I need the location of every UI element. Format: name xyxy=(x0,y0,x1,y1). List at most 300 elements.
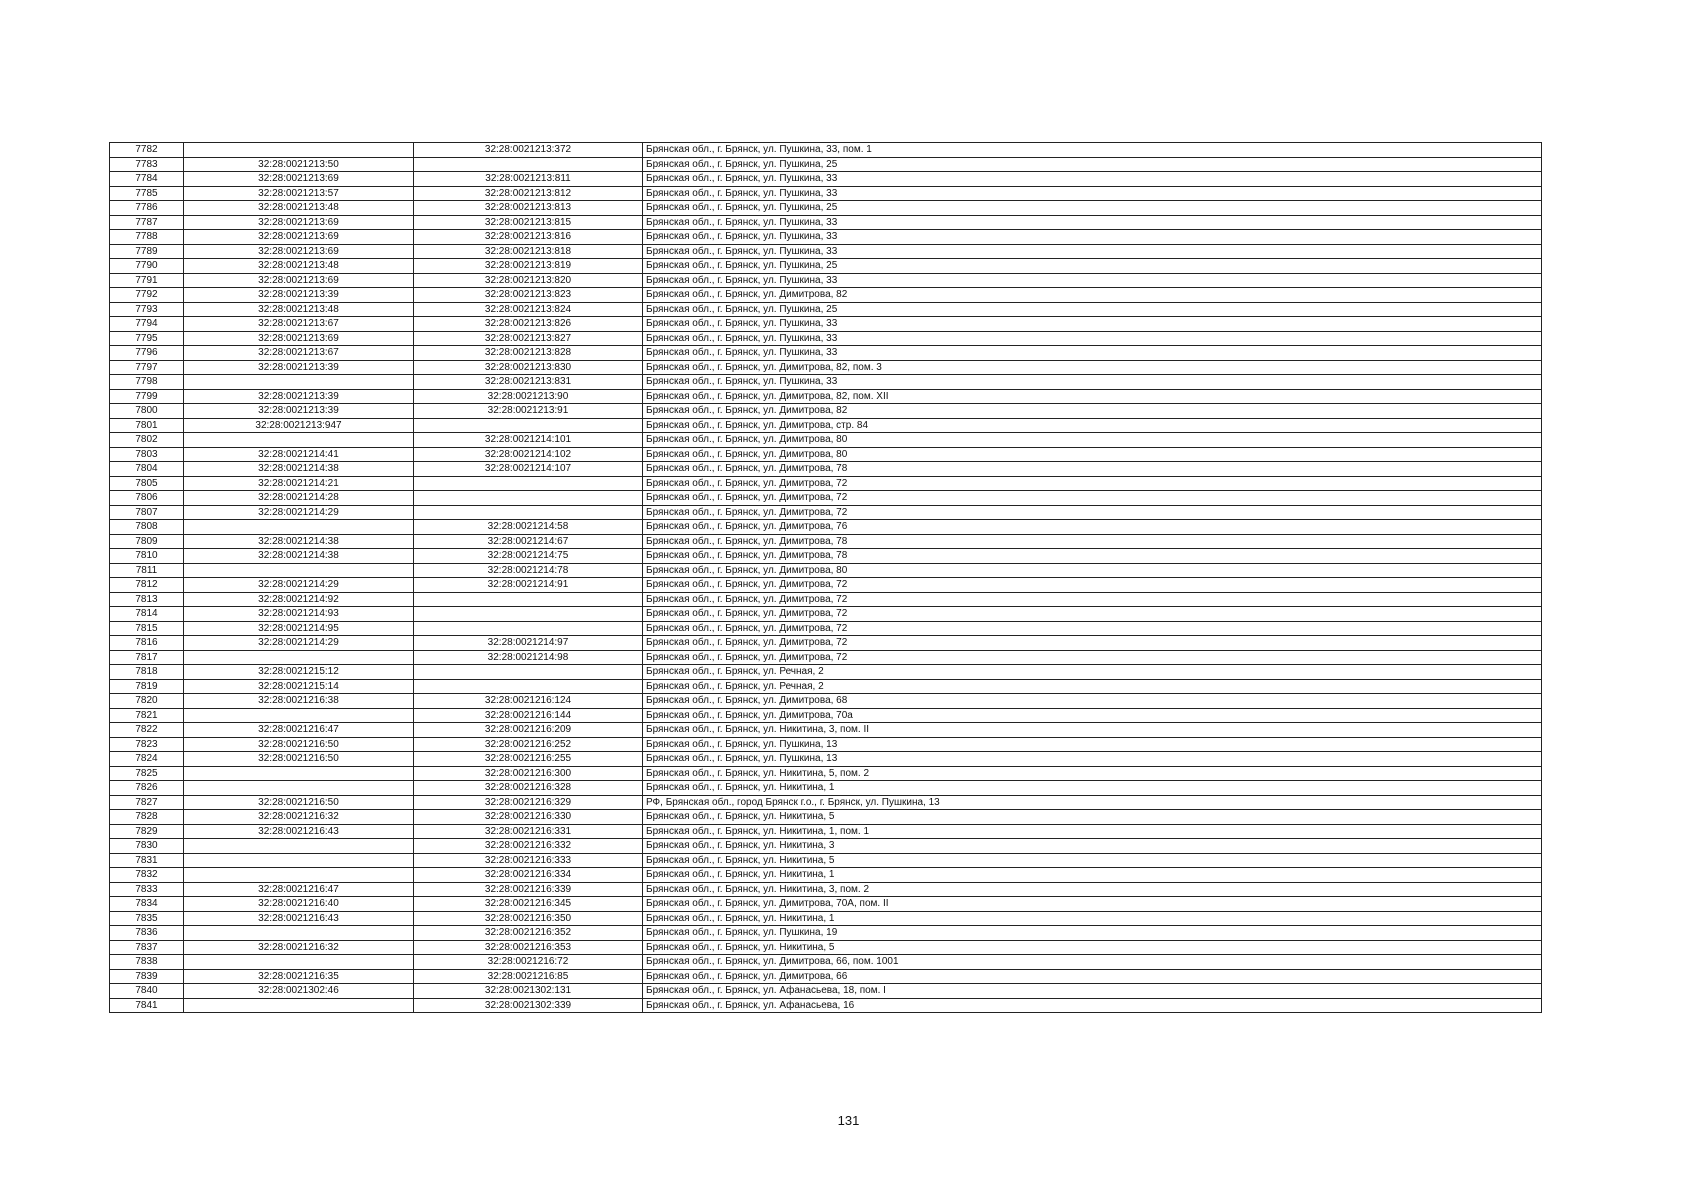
land-plot-number-cell xyxy=(184,781,414,796)
table-row xyxy=(110,868,1542,883)
land-plot-number-cell: 32:28:0021213:67 xyxy=(184,346,414,361)
address-cell: Брянская обл., г. Брянск, ул. Димитрова, 82 xyxy=(643,404,1542,419)
object-number-cell: 32:28:0021213:816 xyxy=(414,230,643,245)
row-number-cell: 7828 xyxy=(110,810,184,825)
land-plot-number-cell: 32:28:0021214:21 xyxy=(184,476,414,491)
table-row xyxy=(110,172,1542,187)
row-number-cell: 7840 xyxy=(110,984,184,999)
row-number-cell: 7825 xyxy=(110,766,184,781)
address-cell: Брянская обл., г. Брянск, ул. Пушкина, 13 xyxy=(643,737,1542,752)
row-number-cell: 7785 xyxy=(110,186,184,201)
object-number-cell: 32:28:0021213:824 xyxy=(414,302,643,317)
land-plot-number-cell: 32:28:0021216:38 xyxy=(184,694,414,709)
row-number-cell: 7834 xyxy=(110,897,184,912)
row-number-cell: 7815 xyxy=(110,621,184,636)
address-cell: Брянская обл., г. Брянск, ул. Никитина, 3, пом. 2 xyxy=(643,882,1542,897)
row-number-cell: 7799 xyxy=(110,389,184,404)
object-number-cell: 32:28:0021213:819 xyxy=(414,259,643,274)
row-number-cell: 7782 xyxy=(110,143,184,158)
object-number-cell: 32:28:0021216:252 xyxy=(414,737,643,752)
row-number-cell: 7809 xyxy=(110,534,184,549)
row-number-cell: 7795 xyxy=(110,331,184,346)
object-number-cell: 32:28:0021213:820 xyxy=(414,273,643,288)
object-number-cell: 32:28:0021213:831 xyxy=(414,375,643,390)
object-number-cell: 32:28:0021216:339 xyxy=(414,882,643,897)
address-cell: Брянская обл., г. Брянск, ул. Никитина, 1, пом. 1 xyxy=(643,824,1542,839)
table-row xyxy=(110,708,1542,723)
table-row xyxy=(110,824,1542,839)
row-number-cell: 7841 xyxy=(110,998,184,1013)
row-number-cell: 7833 xyxy=(110,882,184,897)
land-plot-number-cell: 32:28:0021216:50 xyxy=(184,795,414,810)
table-row xyxy=(110,534,1542,549)
object-number-cell: 32:28:0021216:331 xyxy=(414,824,643,839)
object-number-cell: 32:28:0021213:91 xyxy=(414,404,643,419)
address-cell: Брянская обл., г. Брянск, ул. Димитрова, 72 xyxy=(643,607,1542,622)
address-cell: Брянская обл., г. Брянск, ул. Димитрова, 78 xyxy=(643,462,1542,477)
land-plot-number-cell xyxy=(184,650,414,665)
address-cell: Брянская обл., г. Брянск, ул. Димитрова, 66, пом. 1001 xyxy=(643,955,1542,970)
address-cell: Брянская обл., г. Брянск, ул. Димитрова, 82, пом. 3 xyxy=(643,360,1542,375)
address-cell: Брянская обл., г. Брянск, ул. Димитрова, 68 xyxy=(643,694,1542,709)
land-plot-number-cell: 32:28:0021214:29 xyxy=(184,578,414,593)
address-cell: Брянская обл., г. Брянск, ул. Димитрова, 66 xyxy=(643,969,1542,984)
table-row xyxy=(110,781,1542,796)
address-cell: Брянская обл., г. Брянск, ул. Димитрова, 80 xyxy=(643,433,1542,448)
object-number-cell: 32:28:0021213:813 xyxy=(414,201,643,216)
row-number-cell: 7810 xyxy=(110,549,184,564)
land-plot-number-cell: 32:28:0021213:48 xyxy=(184,302,414,317)
row-number-cell: 7811 xyxy=(110,563,184,578)
row-number-cell: 7818 xyxy=(110,665,184,680)
row-number-cell: 7813 xyxy=(110,592,184,607)
object-number-cell: 32:28:0021216:300 xyxy=(414,766,643,781)
row-number-cell: 7806 xyxy=(110,491,184,506)
row-number-cell: 7832 xyxy=(110,868,184,883)
object-number-cell: 32:28:0021216:255 xyxy=(414,752,643,767)
land-plot-number-cell: 32:28:0021214:38 xyxy=(184,549,414,564)
object-number-cell: 32:28:0021214:75 xyxy=(414,549,643,564)
object-number-cell: 32:28:0021214:91 xyxy=(414,578,643,593)
address-cell: Брянская обл., г. Брянск, ул. Пушкина, 13 xyxy=(643,752,1542,767)
object-number-cell: 32:28:0021216:334 xyxy=(414,868,643,883)
table-row xyxy=(110,737,1542,752)
row-number-cell: 7787 xyxy=(110,215,184,230)
object-number-cell xyxy=(414,665,643,680)
row-number-cell: 7789 xyxy=(110,244,184,259)
object-number-cell: 32:28:0021214:98 xyxy=(414,650,643,665)
row-number-cell: 7805 xyxy=(110,476,184,491)
table-row xyxy=(110,288,1542,303)
row-number-cell: 7801 xyxy=(110,418,184,433)
land-plot-number-cell: 32:28:0021213:69 xyxy=(184,331,414,346)
address-cell: Брянская обл., г. Брянск, ул. Пушкина, 25 xyxy=(643,201,1542,216)
row-number-cell: 7837 xyxy=(110,940,184,955)
land-plot-number-cell: 32:28:0021213:48 xyxy=(184,201,414,216)
land-plot-number-cell: 32:28:0021214:28 xyxy=(184,491,414,506)
land-plot-number-cell: 32:28:0021216:43 xyxy=(184,911,414,926)
row-number-cell: 7793 xyxy=(110,302,184,317)
land-plot-number-cell: 32:28:0021213:39 xyxy=(184,389,414,404)
row-number-cell: 7838 xyxy=(110,955,184,970)
address-cell: Брянская обл., г. Брянск, ул. Димитрова, стр. 84 xyxy=(643,418,1542,433)
table-row xyxy=(110,897,1542,912)
land-plot-number-cell: 32:28:0021216:50 xyxy=(184,737,414,752)
object-number-cell xyxy=(414,505,643,520)
table-row xyxy=(110,607,1542,622)
address-cell: Брянская обл., г. Брянск, ул. Никитина, 5 xyxy=(643,810,1542,825)
object-number-cell xyxy=(414,491,643,506)
land-plot-number-cell: 32:28:0021216:32 xyxy=(184,810,414,825)
object-number-cell: 32:28:0021216:328 xyxy=(414,781,643,796)
address-cell: Брянская обл., г. Брянск, ул. Димитрова, 72 xyxy=(643,476,1542,491)
table-row xyxy=(110,650,1542,665)
object-number-cell: 32:28:0021213:827 xyxy=(414,331,643,346)
land-plot-number-cell: 32:28:0021214:38 xyxy=(184,534,414,549)
row-number-cell: 7804 xyxy=(110,462,184,477)
table-row xyxy=(110,317,1542,332)
table-row xyxy=(110,955,1542,970)
table-row xyxy=(110,433,1542,448)
address-cell: Брянская обл., г. Брянск, ул. Димитрова, 72 xyxy=(643,578,1542,593)
address-cell: Брянская обл., г. Брянск, ул. Пушкина, 33 xyxy=(643,244,1542,259)
land-plot-number-cell: 32:28:0021213:39 xyxy=(184,288,414,303)
address-cell: Брянская обл., г. Брянск, ул. Пушкина, 33 xyxy=(643,375,1542,390)
address-cell: Брянская обл., г. Брянск, ул. Димитрова, 72 xyxy=(643,636,1542,651)
row-number-cell: 7803 xyxy=(110,447,184,462)
table-row xyxy=(110,505,1542,520)
address-cell: Брянская обл., г. Брянск, ул. Пушкина, 33 xyxy=(643,215,1542,230)
land-plot-number-cell: 32:28:0021213:48 xyxy=(184,259,414,274)
row-number-cell: 7817 xyxy=(110,650,184,665)
land-plot-number-cell: 32:28:0021216:40 xyxy=(184,897,414,912)
address-cell: Брянская обл., г. Брянск, ул. Никитина, 1 xyxy=(643,911,1542,926)
table-row xyxy=(110,839,1542,854)
land-plot-number-cell xyxy=(184,853,414,868)
land-plot-number-cell xyxy=(184,708,414,723)
object-number-cell xyxy=(414,592,643,607)
table-row xyxy=(110,882,1542,897)
row-number-cell: 7798 xyxy=(110,375,184,390)
land-plot-number-cell: 32:28:0021213:67 xyxy=(184,317,414,332)
table-row xyxy=(110,389,1542,404)
land-plot-number-cell: 32:28:0021213:57 xyxy=(184,186,414,201)
table-row xyxy=(110,462,1542,477)
land-plot-number-cell xyxy=(184,563,414,578)
object-number-cell: 32:28:0021213:372 xyxy=(414,143,643,158)
land-plot-number-cell: 32:28:0021216:47 xyxy=(184,723,414,738)
row-number-cell: 7824 xyxy=(110,752,184,767)
land-plot-number-cell: 32:28:0021215:14 xyxy=(184,679,414,694)
address-cell: Брянская обл., г. Брянск, ул. Димитрова, 70а xyxy=(643,708,1542,723)
object-number-cell: 32:28:0021216:144 xyxy=(414,708,643,723)
table-row xyxy=(110,911,1542,926)
land-plot-number-cell: 32:28:0021213:69 xyxy=(184,244,414,259)
address-cell: Брянская обл., г. Брянск, ул. Пушкина, 33 xyxy=(643,331,1542,346)
address-cell: Брянская обл., г. Брянск, ул. Димитрова, 72 xyxy=(643,650,1542,665)
table-row xyxy=(110,940,1542,955)
row-number-cell: 7829 xyxy=(110,824,184,839)
address-cell: Брянская обл., г. Брянск, ул. Димитрова, 70А, пом. II xyxy=(643,897,1542,912)
object-number-cell xyxy=(414,607,643,622)
table-row xyxy=(110,331,1542,346)
address-cell: Брянская обл., г. Брянск, ул. Димитрова, 72 xyxy=(643,621,1542,636)
table-row xyxy=(110,375,1542,390)
object-number-cell: 32:28:0021216:72 xyxy=(414,955,643,970)
land-plot-number-cell: 32:28:0021213:39 xyxy=(184,404,414,419)
row-number-cell: 7791 xyxy=(110,273,184,288)
table-row xyxy=(110,766,1542,781)
address-cell: Брянская обл., г. Брянск, ул. Димитрова, 72 xyxy=(643,592,1542,607)
land-plot-number-cell xyxy=(184,839,414,854)
address-cell: Брянская обл., г. Брянск, ул. Пушкина, 33 xyxy=(643,172,1542,187)
address-cell: Брянская обл., г. Брянск, ул. Димитрова, 78 xyxy=(643,549,1542,564)
address-cell: Брянская обл., г. Брянск, ул. Никитина, 5, пом. 2 xyxy=(643,766,1542,781)
table-row xyxy=(110,491,1542,506)
address-cell: Брянская обл., г. Брянск, ул. Пушкина, 33 xyxy=(643,346,1542,361)
table-row xyxy=(110,984,1542,999)
row-number-cell: 7823 xyxy=(110,737,184,752)
address-cell: Брянская обл., г. Брянск, ул. Речная, 2 xyxy=(643,679,1542,694)
table-row xyxy=(110,853,1542,868)
address-cell: Брянская обл., г. Брянск, ул. Димитрова, 80 xyxy=(643,563,1542,578)
table-row xyxy=(110,215,1542,230)
object-number-cell: 32:28:0021214:102 xyxy=(414,447,643,462)
row-number-cell: 7790 xyxy=(110,259,184,274)
table-row xyxy=(110,926,1542,941)
row-number-cell: 7808 xyxy=(110,520,184,535)
land-plot-number-cell: 32:28:0021214:41 xyxy=(184,447,414,462)
row-number-cell: 7830 xyxy=(110,839,184,854)
object-number-cell: 32:28:0021213:826 xyxy=(414,317,643,332)
row-number-cell: 7784 xyxy=(110,172,184,187)
table-row xyxy=(110,810,1542,825)
object-number-cell: 32:28:0021216:85 xyxy=(414,969,643,984)
row-number-cell: 7794 xyxy=(110,317,184,332)
table-row xyxy=(110,969,1542,984)
row-number-cell: 7807 xyxy=(110,505,184,520)
land-plot-number-cell xyxy=(184,143,414,158)
table-row xyxy=(110,346,1542,361)
object-number-cell: 32:28:0021216:333 xyxy=(414,853,643,868)
table-row xyxy=(110,404,1542,419)
land-plot-number-cell: 32:28:0021216:43 xyxy=(184,824,414,839)
object-number-cell xyxy=(414,679,643,694)
object-number-cell: 32:28:0021214:107 xyxy=(414,462,643,477)
table-row xyxy=(110,157,1542,172)
table-row xyxy=(110,578,1542,593)
address-cell: Брянская обл., г. Брянск, ул. Димитрова, 72 xyxy=(643,505,1542,520)
object-number-cell: 32:28:0021216:329 xyxy=(414,795,643,810)
table-row xyxy=(110,360,1542,375)
address-cell: Брянская обл., г. Брянск, ул. Никитина, 1 xyxy=(643,781,1542,796)
table-body xyxy=(110,143,1542,1013)
land-plot-number-cell xyxy=(184,375,414,390)
object-number-cell xyxy=(414,621,643,636)
row-number-cell: 7797 xyxy=(110,360,184,375)
row-number-cell: 7820 xyxy=(110,694,184,709)
row-number-cell: 7802 xyxy=(110,433,184,448)
address-cell: Брянская обл., г. Брянск, ул. Димитрова, 82 xyxy=(643,288,1542,303)
address-cell: Брянская обл., г. Брянск, ул. Пушкина, 33 xyxy=(643,230,1542,245)
land-plot-number-cell: 32:28:0021214:29 xyxy=(184,636,414,651)
land-plot-number-cell: 32:28:0021213:50 xyxy=(184,157,414,172)
land-plot-number-cell: 32:28:0021213:69 xyxy=(184,215,414,230)
object-number-cell: 32:28:0021216:352 xyxy=(414,926,643,941)
address-cell: Брянская обл., г. Брянск, ул. Пушкина, 33 xyxy=(643,273,1542,288)
address-cell: Брянская обл., г. Брянск, ул. Пушкина, 19 xyxy=(643,926,1542,941)
land-plot-number-cell: 32:28:0021302:46 xyxy=(184,984,414,999)
address-cell: Брянская обл., г. Брянск, ул. Никитина, 5 xyxy=(643,940,1542,955)
row-number-cell: 7814 xyxy=(110,607,184,622)
object-number-cell: 32:28:0021213:812 xyxy=(414,186,643,201)
table-row xyxy=(110,665,1542,680)
table-row xyxy=(110,447,1542,462)
table-row xyxy=(110,143,1542,158)
address-cell: Брянская обл., г. Брянск, ул. Никитина, 5 xyxy=(643,853,1542,868)
row-number-cell: 7800 xyxy=(110,404,184,419)
land-plot-number-cell: 32:28:0021216:32 xyxy=(184,940,414,955)
object-number-cell: 32:28:0021302:339 xyxy=(414,998,643,1013)
table-row xyxy=(110,186,1542,201)
row-number-cell: 7839 xyxy=(110,969,184,984)
object-number-cell: 32:28:0021216:353 xyxy=(414,940,643,955)
address-cell: Брянская обл., г. Брянск, ул. Димитрова, 82, пом. XII xyxy=(643,389,1542,404)
land-plot-number-cell: 32:28:0021213:947 xyxy=(184,418,414,433)
land-plot-number-cell: 32:28:0021213:69 xyxy=(184,172,414,187)
table-row xyxy=(110,302,1542,317)
table-row xyxy=(110,273,1542,288)
object-number-cell: 32:28:0021214:67 xyxy=(414,534,643,549)
object-number-cell xyxy=(414,157,643,172)
address-cell: Брянская обл., г. Брянск, ул. Никитина, 3, пом. II xyxy=(643,723,1542,738)
table-row xyxy=(110,679,1542,694)
address-cell: Брянская обл., г. Брянск, ул. Афанасьева, 18, пом. I xyxy=(643,984,1542,999)
table-row xyxy=(110,723,1542,738)
land-plot-number-cell: 32:28:0021214:38 xyxy=(184,462,414,477)
object-number-cell: 32:28:0021214:58 xyxy=(414,520,643,535)
object-number-cell: 32:28:0021213:828 xyxy=(414,346,643,361)
object-number-cell: 32:28:0021213:830 xyxy=(414,360,643,375)
object-number-cell: 32:28:0021214:101 xyxy=(414,433,643,448)
row-number-cell: 7826 xyxy=(110,781,184,796)
object-number-cell: 32:28:0021216:350 xyxy=(414,911,643,926)
land-plot-number-cell xyxy=(184,433,414,448)
land-plot-number-cell: 32:28:0021216:50 xyxy=(184,752,414,767)
row-number-cell: 7827 xyxy=(110,795,184,810)
land-plot-number-cell xyxy=(184,868,414,883)
table-row xyxy=(110,476,1542,491)
land-plot-number-cell xyxy=(184,766,414,781)
land-plot-number-cell: 32:28:0021216:35 xyxy=(184,969,414,984)
land-plot-number-cell: 32:28:0021214:29 xyxy=(184,505,414,520)
row-number-cell: 7822 xyxy=(110,723,184,738)
table-row xyxy=(110,752,1542,767)
page-number: 131 xyxy=(837,1113,860,1128)
land-plot-number-cell xyxy=(184,520,414,535)
object-number-cell: 32:28:0021216:124 xyxy=(414,694,643,709)
address-cell: Брянская обл., г. Брянск, ул. Пушкина, 25 xyxy=(643,259,1542,274)
table-row xyxy=(110,259,1542,274)
table-row xyxy=(110,230,1542,245)
address-cell: Брянская обл., г. Брянск, ул. Димитрова, 78 xyxy=(643,534,1542,549)
object-number-cell: 32:28:0021213:823 xyxy=(414,288,643,303)
land-plot-number-cell xyxy=(184,998,414,1013)
object-number-cell xyxy=(414,418,643,433)
row-number-cell: 7783 xyxy=(110,157,184,172)
address-cell: Брянская обл., г. Брянск, ул. Никитина, 1 xyxy=(643,868,1542,883)
object-number-cell: 32:28:0021214:78 xyxy=(414,563,643,578)
land-plot-number-cell: 32:28:0021214:95 xyxy=(184,621,414,636)
row-number-cell: 7819 xyxy=(110,679,184,694)
row-number-cell: 7831 xyxy=(110,853,184,868)
land-plot-number-cell: 32:28:0021216:47 xyxy=(184,882,414,897)
land-plot-number-cell: 32:28:0021214:93 xyxy=(184,607,414,622)
object-number-cell: 32:28:0021214:97 xyxy=(414,636,643,651)
land-plot-number-cell: 32:28:0021213:69 xyxy=(184,273,414,288)
object-number-cell: 32:28:0021213:811 xyxy=(414,172,643,187)
row-number-cell: 7786 xyxy=(110,201,184,216)
address-cell: Брянская обл., г. Брянск, ул. Пушкина, 33 xyxy=(643,317,1542,332)
land-plot-number-cell: 32:28:0021213:39 xyxy=(184,360,414,375)
table-row xyxy=(110,563,1542,578)
address-cell: Брянская обл., г. Брянск, ул. Димитрова, 80 xyxy=(643,447,1542,462)
table-row xyxy=(110,244,1542,259)
table-row xyxy=(110,549,1542,564)
object-number-cell: 32:28:0021216:209 xyxy=(414,723,643,738)
table-row xyxy=(110,621,1542,636)
land-plot-number-cell xyxy=(184,955,414,970)
address-cell: РФ, Брянская обл., город Брянск г.о., г. Брянск, ул. Пушкина, 13 xyxy=(643,795,1542,810)
land-plot-number-cell: 32:28:0021215:12 xyxy=(184,665,414,680)
cadastral-table xyxy=(109,142,1542,1013)
object-number-cell: 32:28:0021216:330 xyxy=(414,810,643,825)
row-number-cell: 7835 xyxy=(110,911,184,926)
object-number-cell: 32:28:0021216:332 xyxy=(414,839,643,854)
object-number-cell: 32:28:0021213:815 xyxy=(414,215,643,230)
table-row xyxy=(110,694,1542,709)
address-cell: Брянская обл., г. Брянск, ул. Афанасьева, 16 xyxy=(643,998,1542,1013)
row-number-cell: 7788 xyxy=(110,230,184,245)
object-number-cell: 32:28:0021213:90 xyxy=(414,389,643,404)
address-cell: Брянская обл., г. Брянск, ул. Пушкина, 25 xyxy=(643,302,1542,317)
address-cell: Брянская обл., г. Брянск, ул. Никитина, 3 xyxy=(643,839,1542,854)
address-cell: Брянская обл., г. Брянск, ул. Димитрова, 72 xyxy=(643,491,1542,506)
object-number-cell: 32:28:0021216:345 xyxy=(414,897,643,912)
address-cell: Брянская обл., г. Брянск, ул. Пушкина, 25 xyxy=(643,157,1542,172)
row-number-cell: 7816 xyxy=(110,636,184,651)
table-row xyxy=(110,592,1542,607)
address-cell: Брянская обл., г. Брянск, ул. Пушкина, 33, пом. 1 xyxy=(643,143,1542,158)
address-cell: Брянская обл., г. Брянск, ул. Речная, 2 xyxy=(643,665,1542,680)
table-row xyxy=(110,998,1542,1013)
land-plot-number-cell xyxy=(184,926,414,941)
object-number-cell xyxy=(414,476,643,491)
row-number-cell: 7792 xyxy=(110,288,184,303)
land-plot-number-cell: 32:28:0021213:69 xyxy=(184,230,414,245)
address-cell: Брянская обл., г. Брянск, ул. Пушкина, 33 xyxy=(643,186,1542,201)
table-row xyxy=(110,201,1542,216)
row-number-cell: 7821 xyxy=(110,708,184,723)
address-cell: Брянская обл., г. Брянск, ул. Димитрова, 76 xyxy=(643,520,1542,535)
object-number-cell: 32:28:0021213:818 xyxy=(414,244,643,259)
table-row xyxy=(110,636,1542,651)
row-number-cell: 7836 xyxy=(110,926,184,941)
object-number-cell: 32:28:0021302:131 xyxy=(414,984,643,999)
table-row xyxy=(110,418,1542,433)
land-plot-number-cell: 32:28:0021214:92 xyxy=(184,592,414,607)
table-row xyxy=(110,795,1542,810)
